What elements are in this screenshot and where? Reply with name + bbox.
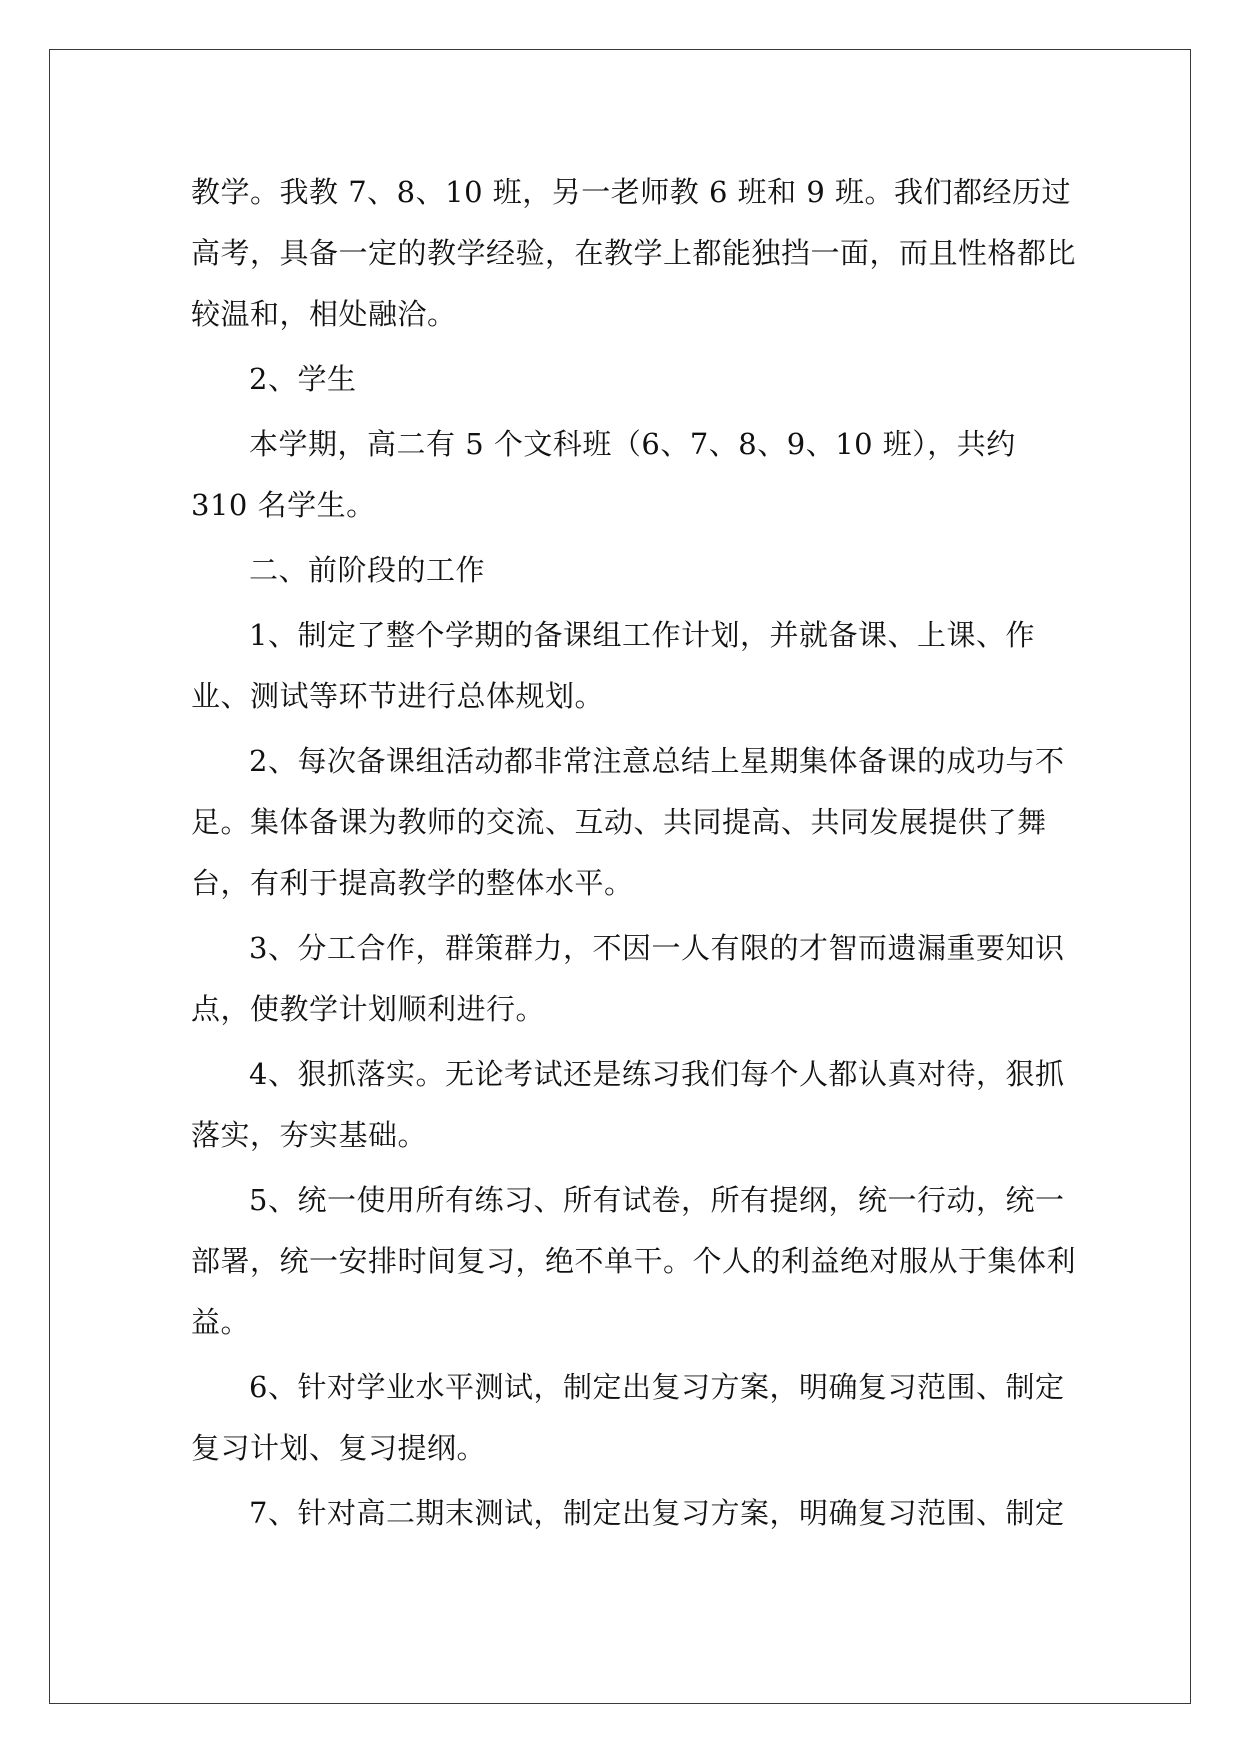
paragraph-item-6: 6、针对学业水平测试，制定出复习方案，明确复习范围、制定复习计划、复习提纲。 [191, 1370, 1065, 1465]
paragraph-item-2: 2、每次备课组活动都非常注意总结上星期集体备课的成功与不足。集体备课为教师的交流、互动、共同提高、共同发展提供了舞台，有利于提高教学的整体水平。 [191, 744, 1065, 900]
paragraph-continuation: 教学。我教 7、8、10 班，另一老师教 6 班和 9 班。我们都经历过高考，具备一定的教学经验，在教学上都能独挡一面，而且性格都比较温和，相处融洽。 [191, 175, 1077, 331]
heading-students: 2、学生 [249, 362, 357, 396]
paragraph-item-3: 3、分工合作，群策群力，不因一人有限的才智而遗漏重要知识点，使教学计划顺利进行。 [191, 931, 1065, 1026]
heading-previous-work: 二、前阶段的工作 [249, 553, 486, 587]
paragraph-item-5: 5、统一使用所有练习、所有试卷，所有提纲，统一行动，统一部署，统一安排时间复习，绝不单干。个人的利益绝对服从于集体利益。 [191, 1183, 1077, 1339]
paragraph-item-7: 7、针对高二期末测试，制定出复习方案，明确复习范围、制定 [249, 1496, 1065, 1530]
paragraph-students: 本学期，高二有 5 个文科班（6、7、8、9、10 班），共约 310 名学生。 [191, 427, 1026, 522]
document-body [191, 162, 1081, 1544]
paragraph-item-1: 1、制定了整个学期的备课组工作计划，并就备课、上课、作业、测试等环节进行总体规划。 [191, 618, 1035, 713]
paragraph-item-4: 4、狠抓落实。无论考试还是练习我们每个人都认真对待，狠抓落实，夯实基础。 [191, 1057, 1065, 1152]
